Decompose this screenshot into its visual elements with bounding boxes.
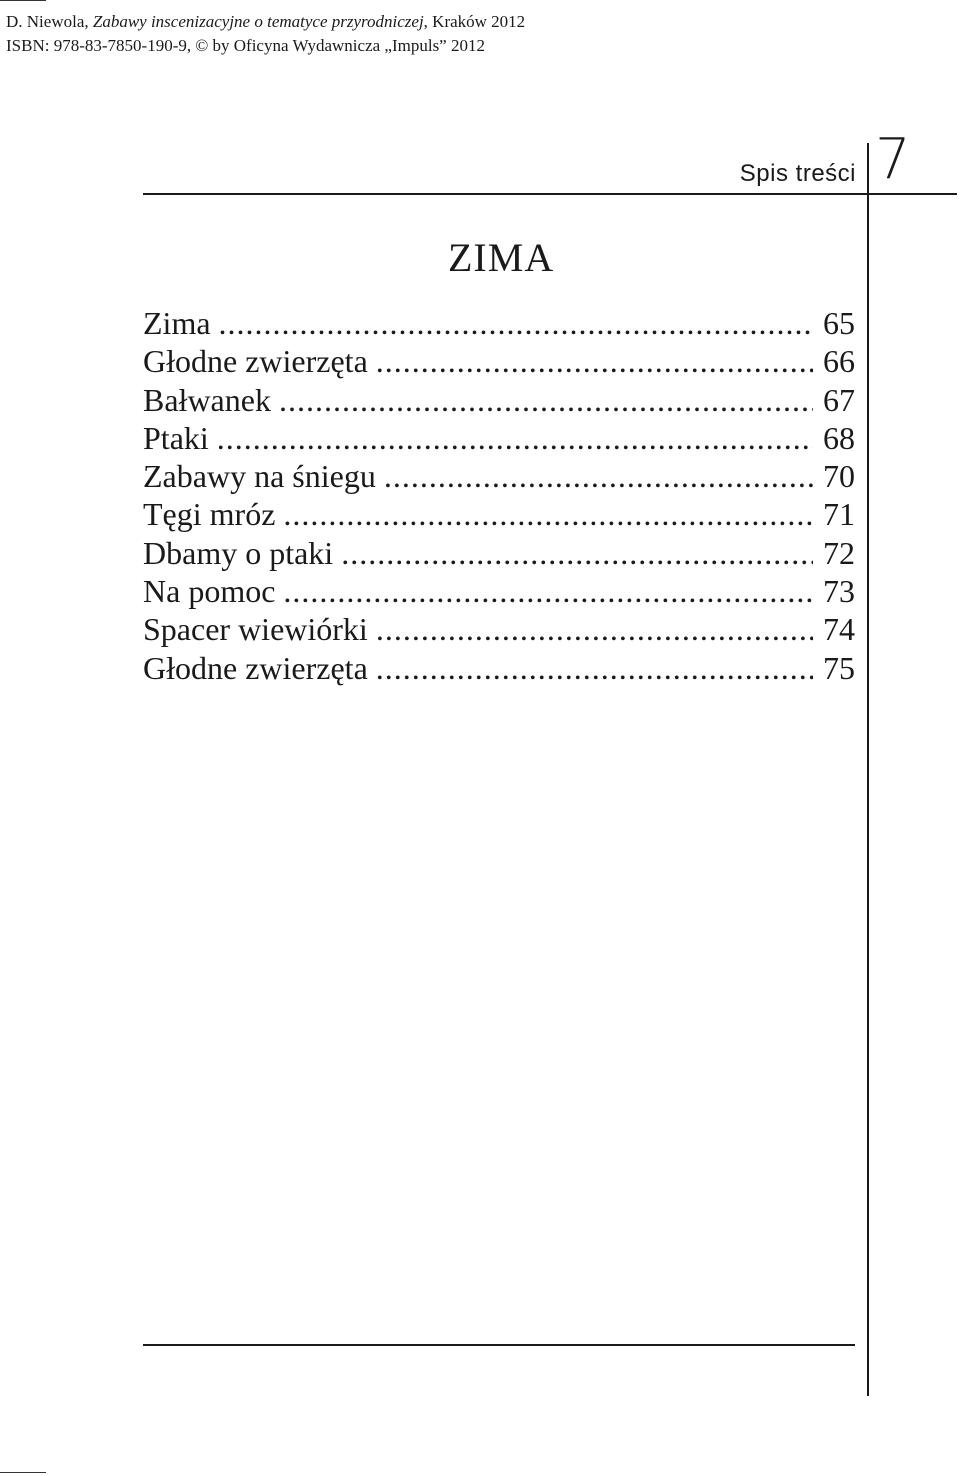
- toc-entry-title: Zima: [143, 305, 211, 341]
- citation-place-year: , Kraków 2012: [423, 12, 526, 31]
- toc-entry[interactable]: [143, 610, 855, 648]
- toc-entry-page: 67: [823, 381, 855, 418]
- toc-entry-page: 72: [823, 534, 855, 571]
- toc-entry-title: Zabawy na śniegu: [143, 458, 376, 495]
- toc-entry[interactable]: [143, 381, 855, 419]
- header-rule: [143, 193, 957, 195]
- toc-dot-leader: [376, 342, 813, 380]
- crop-mark-top: [0, 0, 46, 1]
- toc-entry[interactable]: [143, 649, 855, 687]
- margin-rule: [867, 143, 869, 1396]
- citation-book-title: Zabawy inscenizacyjne o tematyce przyrodniczej: [92, 12, 424, 31]
- publication-metadata: [6, 10, 525, 58]
- citation-line: [6, 10, 525, 34]
- toc-entry[interactable]: [143, 342, 855, 380]
- toc-dot-leader: [283, 572, 813, 610]
- toc-entry-page: 71: [823, 496, 855, 533]
- citation-author: D. Niewola,: [6, 12, 93, 31]
- toc-entry-page: 66: [823, 343, 855, 380]
- toc-entry-title: Na pomoc: [143, 573, 276, 610]
- toc-entry[interactable]: [143, 534, 855, 572]
- toc-entry-title: Spacer wiewiórki: [143, 611, 368, 648]
- toc-entry[interactable]: [143, 457, 855, 495]
- isbn-line: ISBN: 978-83-7850-190-9, © by Oficyna Wydawnicza „Impuls” 2012: [6, 36, 485, 55]
- toc-entry-page: 70: [823, 458, 855, 495]
- toc-entry-page: 73: [823, 573, 855, 610]
- toc-dot-leader: [384, 457, 813, 495]
- toc-entry[interactable]: [143, 495, 855, 533]
- toc-entry-page: 65: [823, 305, 855, 341]
- toc-dot-leader: [219, 304, 813, 342]
- table-of-contents: [143, 304, 855, 687]
- toc-dot-leader: [376, 649, 813, 687]
- toc-entry-title: Ptaki: [143, 419, 209, 456]
- running-head: Spis treści: [739, 160, 856, 187]
- footer-rule: [143, 1344, 855, 1346]
- toc-dot-leader: [283, 495, 813, 533]
- toc-entry-title: Głodne zwierzęta: [143, 343, 368, 380]
- toc-dot-leader: [341, 534, 813, 572]
- toc-dot-leader: [217, 419, 813, 457]
- toc-entry-page: 75: [823, 649, 855, 686]
- toc-entry-page: 68: [823, 419, 855, 456]
- toc-entry[interactable]: [143, 304, 855, 342]
- toc-entry-title: Tęgi mróz: [143, 496, 276, 533]
- crop-mark-bottom: [0, 1472, 46, 1473]
- page-number: 7: [875, 127, 911, 192]
- toc-entry[interactable]: [143, 572, 855, 610]
- toc-dot-leader: [376, 610, 813, 648]
- toc-entry-page: 74: [823, 611, 855, 648]
- toc-entry[interactable]: [143, 419, 855, 457]
- toc-entry-title: Bałwanek: [143, 381, 271, 418]
- toc-entry-title: Dbamy o ptaki: [143, 534, 334, 571]
- toc-entry-title: Głodne zwierzęta: [143, 649, 368, 686]
- toc-dot-leader: [279, 381, 813, 419]
- section-title: ZIMA: [448, 235, 555, 280]
